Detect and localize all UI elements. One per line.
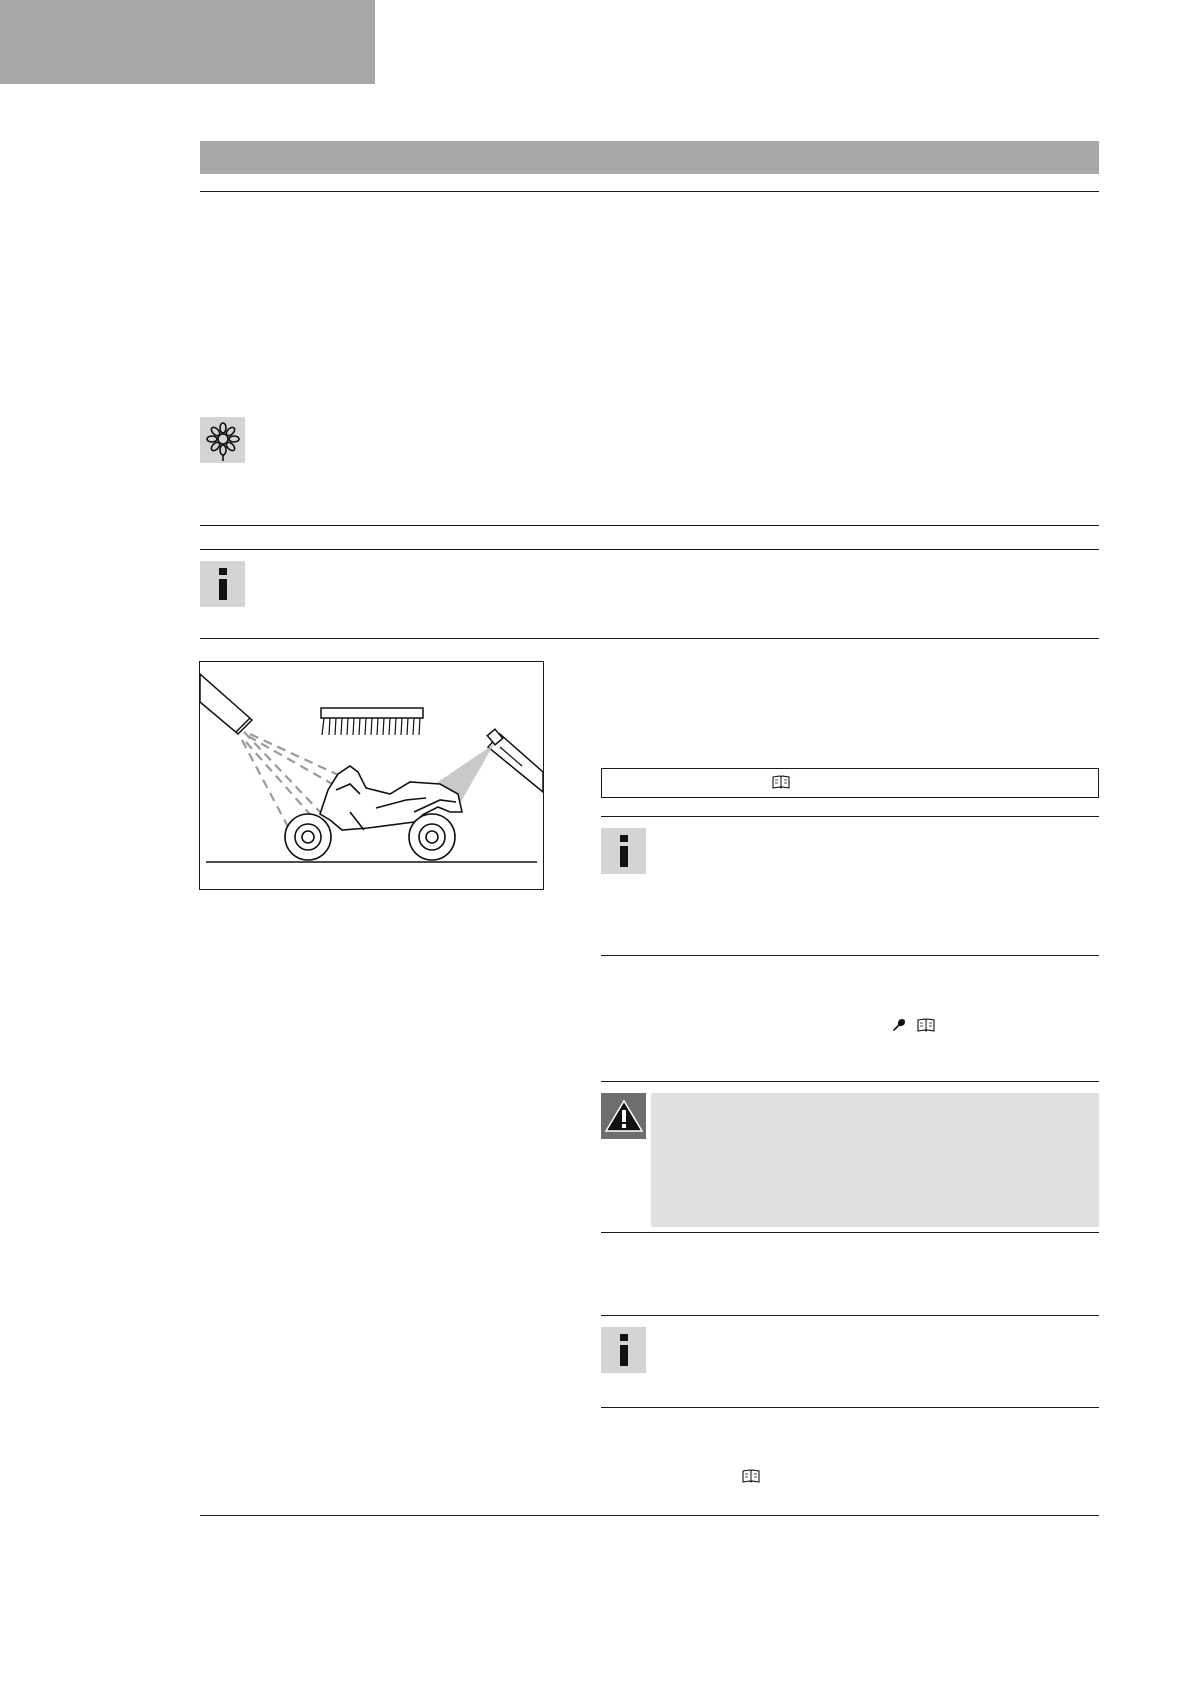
divider-rule	[200, 191, 1099, 192]
warning-text-panel	[651, 1093, 1099, 1227]
manual-reference-icon[interactable]	[772, 775, 790, 789]
section-title-bar	[200, 141, 1099, 174]
warning-note-icon	[601, 1093, 646, 1139]
divider-rule	[200, 638, 1099, 639]
spray-can-icon	[487, 729, 543, 792]
divider-rule	[601, 1081, 1099, 1082]
info-note-icon	[601, 1327, 646, 1373]
divider-rule	[601, 816, 1099, 817]
info-note-icon	[601, 828, 646, 874]
manual-reference-icon[interactable]	[917, 1018, 935, 1032]
warning-triangle-icon	[605, 1099, 643, 1133]
brush-icon	[321, 708, 423, 735]
cleaning-illustration	[199, 661, 544, 890]
wrench-icon	[892, 1018, 906, 1032]
divider-rule	[601, 1232, 1099, 1233]
environment-note-icon	[200, 417, 245, 463]
divider-rule	[601, 955, 1099, 956]
hose-icon	[200, 674, 252, 734]
divider-rule	[200, 549, 1099, 550]
info-note-icon	[200, 561, 245, 607]
manual-reference-icon[interactable]	[742, 1469, 760, 1483]
specification-reference-box	[601, 768, 1099, 798]
divider-rule	[200, 525, 1099, 526]
divider-rule	[601, 1407, 1099, 1408]
chapter-header-tab	[0, 0, 375, 84]
divider-rule	[601, 1315, 1099, 1316]
flower-icon	[203, 419, 243, 461]
info-icon	[617, 835, 631, 867]
info-icon	[216, 568, 230, 600]
divider-rule	[200, 1515, 1099, 1516]
quad-bike-icon	[285, 766, 462, 860]
info-icon	[617, 1334, 631, 1366]
